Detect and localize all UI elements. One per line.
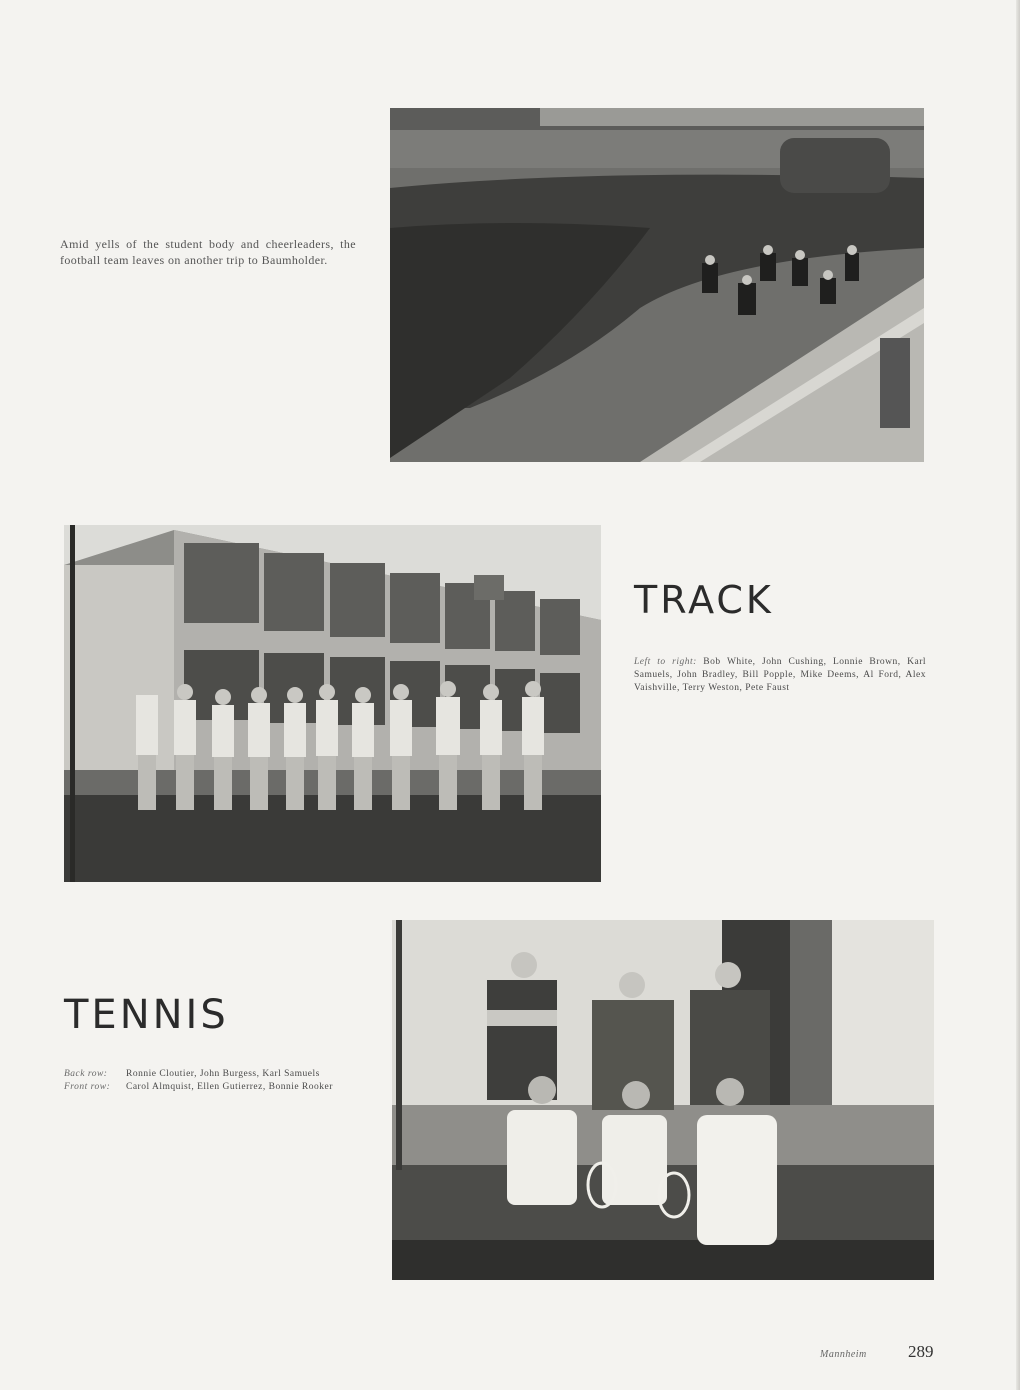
track-roster <box>634 656 926 695</box>
track-roster-label: Left to right: <box>634 657 697 667</box>
tennis-back-row-names: Ronnie Cloutier, John Burgess, Karl Samuels <box>126 1069 320 1079</box>
page-edge <box>1016 0 1020 1390</box>
track-team-photo <box>64 525 601 882</box>
football-caption: Amid yells of the student body and cheerleaders, the football team leaves on another trip to Baumholder. <box>60 237 356 267</box>
tennis-back-row-label: Back row: <box>64 1069 108 1079</box>
page-number: 289 <box>908 1342 934 1361</box>
tennis-roster <box>64 1068 364 1094</box>
tennis-team-photo <box>392 920 934 1280</box>
tennis-heading: TENNIS <box>64 992 229 1038</box>
tennis-front-row-label: Front row: <box>64 1082 111 1092</box>
tennis-front-row <box>64 1081 364 1094</box>
track-roster-names: Bob White, John Cushing, Lonnie Brown, Karl Samuels, John Bradley, Bill Popple, Mike Deems, Al Ford, Alex Vaishville, Terry Weston, Pete Faust <box>634 657 927 693</box>
footer-school-name: Mannheim <box>820 1349 867 1360</box>
track-heading: TRACK <box>634 578 774 622</box>
tennis-front-row-names: Carol Almquist, Ellen Gutierrez, Bonnie Rooker <box>126 1082 333 1092</box>
tennis-back-row <box>64 1068 364 1081</box>
football-sendoff-photo <box>390 108 924 462</box>
